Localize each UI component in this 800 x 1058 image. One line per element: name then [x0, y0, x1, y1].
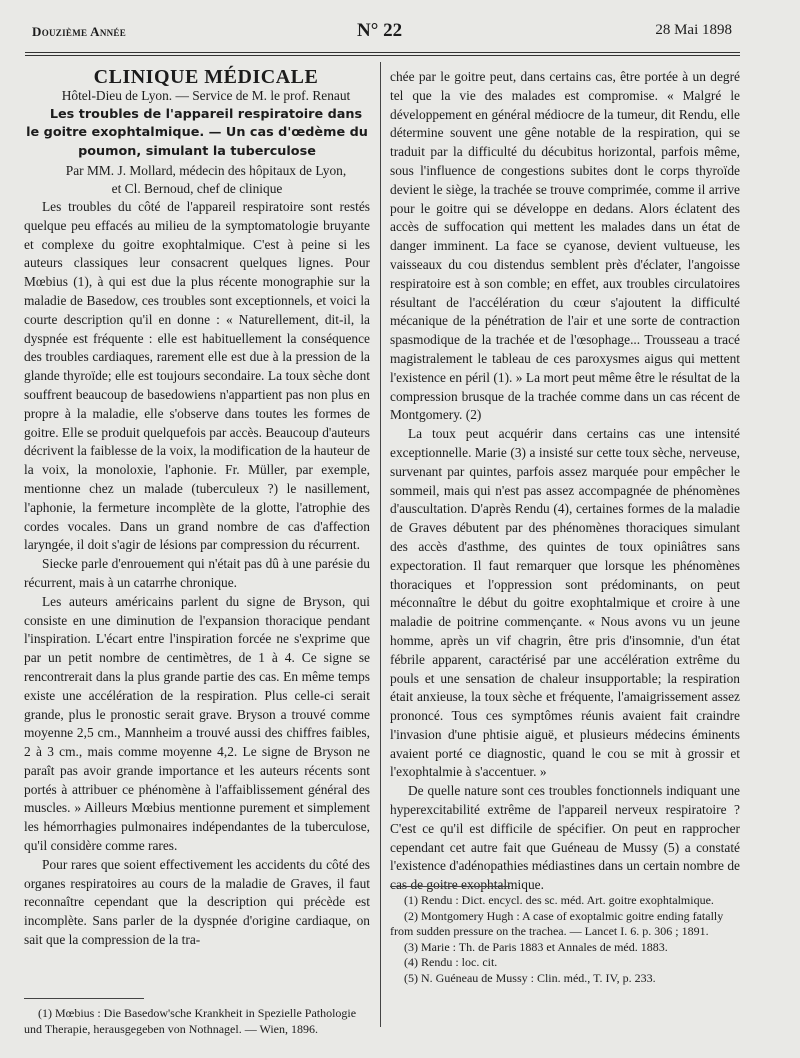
paragraph: De quelle nature sont ces troubles fonctionnels indiquant une hyperexcitabilité extrême de l'appareil nerveux respiratoire ? C'est ce qu'il est difficile de spécifier. On peut en rapprocher cependant cet autre fait que Guéneau de Mussy (5) a constaté l'existence d'adénopathies médiastines dans un certain nombre de cas de goitre exophtalmique.	[390, 783, 740, 893]
footnote: (4) Rendu : loc. cit.	[404, 955, 498, 969]
authors-line-1: Par MM. J. Mollard, médecin des hôpitaux de Lyon,	[65, 162, 347, 178]
footnote: (5) N. Guéneau de Mussy : Clin. méd., T. IV, p. 233.	[404, 970, 656, 985]
paragraph: Les troubles du côté de l'appareil respiratoire sont restés quelque peu effacés au milieu de la symptomatologie bruyante et complexe du goitre exophtalmique. C'est à peine si les auteurs classiques leur consacrent quelques lignes. Pour Mœbius (1), à qui est due la plus récente monographie sur la maladie de Basedow, ces troubles sont exceptionnels, et voici la courte description qu'il en donne : « Naturellement, dit-il, la dyspnée est fréquente : elle est habituellement la conséquence des troubles cardiaques, rarement elle est due à la pression de la glande thyroïde; elle est toujours secondaire. La toux sèche dont souffrent beaucoup de basedowiens n'appartient pas non plus en propre à la maladie, elle s'observe dans toutes les formes de goitre. Elle se produit quelquefois par accès. Beaucoup d'auteurs décrivent la faiblesse de la voix, la modification de la hauteur de la voix, la monoloxie, l'aphonie. Fr. Müller, par exemple, mentionne chez un malade (tuberculeux ?) le nasillement, l'aphonie, la fermeture incomplète de la glotte, l'atrophie des cordes vocales. Dans un grand nombre de cas d'affection laryngée, il doit s'agir de lésions par compression du récurrent.	[24, 198, 370, 553]
footnote: (2) Montgomery Hugh : A case of exoptalmic goitre ending fatally from sudden pressure on the trachea. — Lancet I. 6. p. 306 ; 1891.	[390, 908, 724, 938]
header-rule	[25, 52, 740, 56]
right-column	[390, 68, 740, 895]
paragraph: chée par le goitre peut, dans certains cas, être portée à un degré tel que la vie des malades est compromise. « Malgré le développement en général médiocre de la tumeur, dit Rendu, elle détermine souvent une gêne notable de la respiration, qui se traduit par la difficulté du décubitus horizontal, parfois même, sous l'influence de congestions subites dont le corps thyroïde devient le siège, la trachée se trouve comprimée, comme il arrive pour le goitre qui se développe en dedans. Alors éclatent des accès de suffocation qui mettent les malades dans un état de danger imminent. La face se cyanose, devient vultueuse, les vaisseaux du cou distendus semblent près d'éclater, l'angoisse respiratoire est à son comble; en effet, aux troubles circulatoires résultant de l'accélération du cœur s'ajoutent la difficulté mécanique de la pénétration de l'air et une sorte de contraction spasmodique de la trachée et de l'œsophage... Trousseau a tracé magistralement le tableau de ces paroxysmes aigus qui mettent l'existence en péril (1). » La mort peut même être le résultat de la compression brusque de la trachée comme dans un cas récent de Montgomery. (2)	[390, 69, 740, 423]
footnote-rule	[390, 886, 510, 887]
paragraph: Siecke parle d'enrouement qui n'était pas dû à une parésie du récurrent, mais à un catarrhe chronique.	[24, 556, 370, 590]
article-title: CLINIQUE MÉDICALE	[93, 66, 319, 88]
article-authors	[24, 162, 370, 198]
header-volume: Douzième Année	[32, 24, 127, 39]
paragraph: Les auteurs américains parlent du signe de Bryson, qui consiste en une diminution de l'expansion thoracique pendant l'inspiration. L'écart entre l'inspiration forcée ne s'exprime que par un petit nombre de centimètres, de 1 à 4. Ce signe se rencontrerait dans la plus grande partie des cas. En même temps existe une accélération de la respiration. Plus celle-ci serait grande, plus le pronostic serait grave. Bryson a trouvé comme moyenne 2,5 cm., Mannheim a trouvé aussi des chiffres faibles, 2 à 3 cm., mais comme moyenne 4,2. Le signe de Bryson ne paraît pas avoir grande importance et les auteurs récents sont portés à attribuer ce phénomène à l'affaiblissement général des muscles. » Ailleurs Mœbius mentionne purement et simplement les hémorrhagies pulmonaires indépendantes de la tuberculose, qu'il considère comme rares.	[24, 593, 370, 854]
paragraph: La toux peut acquérir dans certains cas une intensité exceptionnelle. Marie (3) a insisté sur cette toux sèche, nerveuse, survenant par quintes, parfois assez marquée pour empêcher le sommeil, mais qui n'est pas assez accompagnée de phénomènes d'auscultation. D'après Rendu (4), certaines formes de la maladie de Graves débutent par des phénomènes thoraciques simulant des accès d'asthme, des quintes de toux opiniâtres sans expectoration. Il faut remarquer que lorsque les phénomènes thoraciques et l'oppression sont prédominants, on peut méconnaître le début du goitre exophtalmique et croire à une maladie de poitrine commençante. « Nous avons vu un jeune homme, après un vif chagrin, être pris d'insomnie, d'un état fébrile apparent, caractérisé par une accélération extrême du pouls et une sensation de chaleur insupportable; la respiration était anxieuse, la toux sèche et fréquente, l'amaigrissement assez prononcé. Tous ces symptômes réunis avaient fait craindre l'invasion d'une phtisie aiguë, et plusieurs médecins éminents avaient porté ce diagnostic, quand le cou se mit à grossir et l'exophtalmie à s'accentuer. »	[390, 426, 740, 780]
column-divider	[380, 62, 381, 1027]
header-issue-number: N° 22	[357, 20, 403, 41]
article-headline: Les troubles de l'appareil respiratoire dans le goitre exophtalmique. — Un cas d'œdème du poumon, simulant la tuberculose	[26, 106, 368, 160]
page-header	[32, 22, 732, 48]
paragraph: Pour rares que soient effectivement les accidents du côté des organes respiratoires au cours de la maladie de Graves, il faut reconnaître cependant que la description qui précède est incomplète. Sans parler de la dyspnée d'origine cardiaque, on sait que la compression de la tra-	[24, 856, 370, 948]
authors-line-2: et Cl. Bernoud, chef de clinique	[111, 180, 283, 196]
footnote-rule	[24, 998, 144, 999]
footnote: (1) Rendu : Dict. encycl. des sc. méd. Art. goitre exophtalmique.	[404, 893, 714, 907]
left-footnotes	[24, 1006, 370, 1037]
article-service: Hôtel-Dieu de Lyon. — Service de M. le prof. Renaut	[61, 87, 351, 103]
header-date: 28 Mai 1898	[655, 22, 732, 38]
right-footnotes	[390, 893, 740, 986]
footnote: (3) Marie : Th. de Paris 1883 et Annales de méd. 1883.	[404, 939, 668, 954]
left-column	[24, 68, 370, 950]
footnote: (1) Mœbius : Die Basedow'sche Krankheit in Spezielle Pathologie und Therapie, herausgegeben von Nothnagel. — Wien, 1896.	[24, 1006, 357, 1036]
